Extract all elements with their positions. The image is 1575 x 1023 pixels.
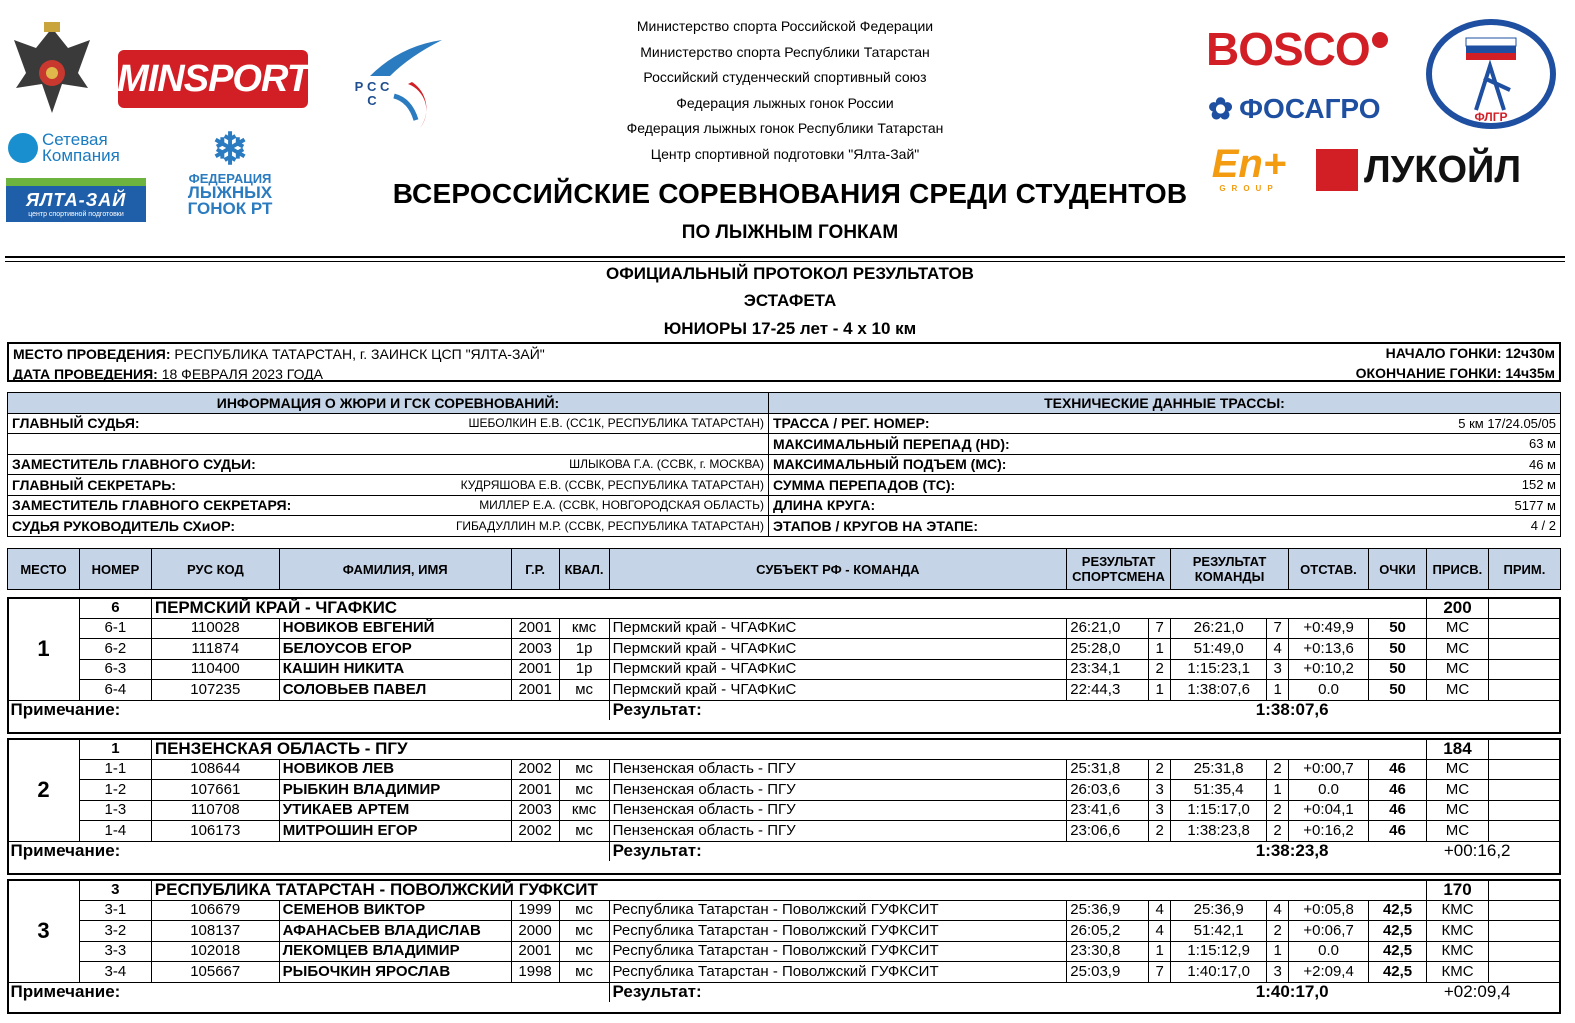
athlete-name: НОВИКОВ ЕВГЕНИЙ bbox=[279, 618, 511, 639]
organizer-5: Федерация лыжных гонок Республики Татарстан bbox=[626, 120, 944, 136]
team-bib: 6 bbox=[79, 598, 151, 619]
note-label: Примечание: bbox=[8, 841, 610, 861]
team-time: 1:15:17,0 bbox=[1171, 800, 1267, 821]
athlete-rank: 2 bbox=[1149, 821, 1171, 842]
athlete-gap: +0:00,7 bbox=[1289, 759, 1369, 780]
team-bib: 3 bbox=[79, 880, 151, 901]
athlete-year: 2001 bbox=[511, 780, 559, 801]
athlete-gap: +0:16,2 bbox=[1289, 821, 1369, 842]
team-gap: +02:09,4 bbox=[1369, 982, 1561, 1002]
team-time: 51:49,0 bbox=[1171, 639, 1267, 660]
athlete-qual: мс bbox=[559, 680, 609, 701]
athlete-year: 2001 bbox=[511, 680, 559, 701]
minsport-logo-text: MINSPORT bbox=[117, 57, 309, 100]
discipline-title: ЭСТАФЕТА bbox=[743, 291, 837, 310]
flg-rt-line2: ЛЫЖНЫХ bbox=[187, 182, 273, 202]
athlete-gap: 0.0 bbox=[1289, 941, 1369, 962]
team-time: 1:15:23,1 bbox=[1171, 659, 1267, 680]
athlete-gap: +0:13,6 bbox=[1289, 639, 1369, 660]
venue-box bbox=[7, 342, 1561, 382]
venue-place bbox=[13, 346, 545, 362]
fosagro-logo-text: ФОСАГРО bbox=[1239, 93, 1381, 124]
col-points: ОЧКИ bbox=[1368, 549, 1426, 590]
athlete-points: 46 bbox=[1369, 800, 1427, 821]
team-rank: 1 bbox=[1267, 941, 1289, 962]
athlete-assigned: МС bbox=[1427, 659, 1489, 680]
category-title: ЮНИОРЫ 17-25 лет - 4 х 10 км bbox=[663, 319, 917, 338]
athlete-rank: 1 bbox=[1149, 680, 1171, 701]
col-name: ФАМИЛИЯ, ИМЯ bbox=[279, 549, 511, 590]
track-label: ТРАССА / РЕГ. НОМЕР: bbox=[768, 413, 1064, 434]
enplus-logo-text: En+ bbox=[1211, 141, 1287, 186]
jury-value: ГИБАДУЛЛИН М.Р. (ССВК, РЕСПУБЛИКА ТАТАРСТАН) bbox=[295, 516, 768, 537]
team-points: 184 bbox=[1426, 739, 1488, 760]
col-res-athlete-2: СПОРТСМЕНА bbox=[1072, 569, 1165, 584]
athlete-number: 1-2 bbox=[79, 780, 151, 801]
venue-place-label: МЕСТО ПРОВЕДЕНИЯ: bbox=[13, 346, 171, 362]
team-rank: 2 bbox=[1267, 800, 1289, 821]
athlete-team: Пермский край - ЧГАФКиС bbox=[609, 659, 1067, 680]
athlete-assigned: МС bbox=[1426, 800, 1488, 821]
athlete-rank: 4 bbox=[1149, 921, 1171, 942]
athlete-points: 50 bbox=[1369, 659, 1427, 680]
header-rule bbox=[5, 256, 1565, 258]
athlete-code: 106173 bbox=[151, 821, 279, 842]
track-header: ТЕХНИЧЕСКИЕ ДАННЫЕ ТРАССЫ: bbox=[768, 393, 1560, 414]
athlete-name: НОВИКОВ ЛЕВ bbox=[279, 759, 511, 780]
athlete-number: 1-1 bbox=[79, 759, 151, 780]
flgr-logo-text: ФЛГР bbox=[1474, 110, 1508, 124]
team-time: 25:31,8 bbox=[1171, 759, 1267, 780]
organizer-2: Министерство спорта Республики Татарстан bbox=[640, 43, 930, 60]
team-result: 1:38:23,8 bbox=[1067, 841, 1369, 861]
athlete-name: СОЛОВЬЕВ ПАВЕЛ bbox=[279, 680, 511, 701]
athlete-rank: 1 bbox=[1149, 639, 1171, 660]
jury-label: ГЛАВНЫЙ СЕКРЕТАРЬ: bbox=[8, 475, 296, 496]
organizer-3: Российский студенческий спортивный союз bbox=[643, 69, 927, 85]
athlete-gap: +0:49,9 bbox=[1289, 618, 1369, 639]
athlete-team: Пензенская область - ПГУ bbox=[609, 800, 1067, 821]
track-label: СУММА ПЕРЕПАДОВ (ТС): bbox=[768, 475, 1064, 496]
athlete-number: 6-3 bbox=[79, 659, 151, 680]
track-value: 46 м bbox=[1064, 454, 1560, 475]
fosagro-logo bbox=[1208, 86, 1420, 132]
athlete-code: 110400 bbox=[151, 659, 279, 680]
athlete-team: Республика Татарстан - Поволжский ГУФКСИТ bbox=[609, 962, 1067, 983]
athlete-rank: 3 bbox=[1149, 800, 1171, 821]
athlete-team: Республика Татарстан - Поволжский ГУФКСИТ bbox=[609, 921, 1067, 942]
track-value: 63 м bbox=[1064, 434, 1560, 455]
col-year: Г.Р. bbox=[511, 549, 559, 590]
athlete-name: БЕЛОУСОВ ЕГОР bbox=[279, 639, 511, 660]
athlete-number: 6-4 bbox=[79, 680, 151, 701]
team-place: 1 bbox=[8, 598, 80, 701]
athlete-time: 25:28,0 bbox=[1067, 639, 1149, 660]
athlete-team: Пермский край - ЧГАФКиС bbox=[609, 639, 1067, 660]
athlete-qual: мс bbox=[559, 900, 609, 921]
result-label: Результат: bbox=[609, 841, 1067, 861]
athlete-rank: 4 bbox=[1149, 900, 1171, 921]
athlete-code: 102018 bbox=[151, 941, 279, 962]
race-finish: ОКОНЧАНИЕ ГОНКИ: 14ч35м bbox=[1355, 365, 1555, 381]
athlete-assigned: МС bbox=[1426, 780, 1488, 801]
team-name: ПЕРМСКИЙ КРАЙ - ЧГАФКИС bbox=[151, 598, 1426, 619]
athlete-year: 2002 bbox=[511, 759, 559, 780]
athlete-qual: мс bbox=[559, 941, 609, 962]
venue-date bbox=[13, 366, 323, 382]
lukoil-logo-text: ЛУКОЙЛ bbox=[1364, 148, 1522, 191]
col-res-team bbox=[1171, 549, 1289, 590]
organizer-1: Министерство спорта Российской Федерации bbox=[636, 18, 934, 34]
athlete-year: 2002 bbox=[511, 821, 559, 842]
team-points: 200 bbox=[1427, 598, 1489, 619]
athlete-assigned: КМС bbox=[1427, 941, 1489, 962]
athlete-points: 50 bbox=[1369, 680, 1427, 701]
track-label: ЭТАПОВ / КРУГОВ НА ЭТАПЕ: bbox=[768, 516, 1064, 537]
jury-value: МИЛЛЕР Е.А. (ССВК, НОВГОРОДСКАЯ ОБЛАСТЬ) bbox=[295, 495, 768, 516]
page-title: ВСЕРОССИЙСКИЕ СОРЕВНОВАНИЯ СРЕДИ СТУДЕНТОВ bbox=[392, 178, 1188, 209]
track-label: МАКСИМАЛЬНЫЙ ПОДЪЕМ (MC): bbox=[768, 454, 1064, 475]
col-assigned: ПРИСВ. bbox=[1426, 549, 1488, 590]
athlete-team: Республика Татарстан - Поволжский ГУФКСИТ bbox=[609, 941, 1067, 962]
jury-value bbox=[295, 434, 768, 455]
note-label: Примечание: bbox=[8, 700, 610, 720]
athlete-points: 46 bbox=[1369, 821, 1427, 842]
athlete-code: 107235 bbox=[151, 680, 279, 701]
jury-label: СУДЬЯ РУКОВОДИТЕЛЬ СХиОР: bbox=[8, 516, 296, 537]
athlete-assigned: КМС bbox=[1427, 921, 1489, 942]
track-value: 4 / 2 bbox=[1064, 516, 1560, 537]
team-rank: 4 bbox=[1267, 900, 1289, 921]
rssc-logo bbox=[350, 36, 450, 136]
col-gap: ОТСТАВ. bbox=[1289, 549, 1369, 590]
col-res-athlete bbox=[1067, 549, 1171, 590]
athlete-qual: мс bbox=[559, 780, 609, 801]
athlete-gap: +0:10,2 bbox=[1289, 659, 1369, 680]
athlete-code: 106679 bbox=[151, 900, 279, 921]
athlete-time: 25:36,9 bbox=[1067, 900, 1149, 921]
athlete-qual: 1р bbox=[559, 659, 609, 680]
athlete-year: 2001 bbox=[511, 941, 559, 962]
yalta-zai-text: ЯЛТА-ЗАЙ bbox=[25, 190, 127, 210]
athlete-points: 46 bbox=[1369, 780, 1427, 801]
athlete-qual: кмс bbox=[559, 800, 609, 821]
team-rank: 3 bbox=[1267, 962, 1289, 983]
athlete-code: 110708 bbox=[151, 800, 279, 821]
athlete-assigned: МС bbox=[1426, 759, 1488, 780]
athlete-team: Пензенская область - ПГУ bbox=[609, 759, 1067, 780]
col-qual: КВАЛ. bbox=[559, 549, 609, 590]
athlete-points: 42,5 bbox=[1369, 921, 1427, 942]
team-block-border bbox=[7, 879, 1561, 1014]
athlete-number: 1-3 bbox=[79, 800, 151, 821]
athlete-name: РЫБОЧКИН ЯРОСЛАВ bbox=[279, 962, 511, 983]
results-header bbox=[7, 548, 1561, 590]
athlete-gap: +0:05,8 bbox=[1289, 900, 1369, 921]
athlete-name: РЫБКИН ВЛАДИМИР bbox=[279, 780, 511, 801]
athlete-team: Пермский край - ЧГАФКиС bbox=[609, 680, 1067, 701]
athlete-team: Пензенская область - ПГУ bbox=[609, 821, 1067, 842]
athlete-team: Пермский край - ЧГАФКиС bbox=[609, 618, 1067, 639]
athlete-name: СЕМЕНОВ ВИКТОР bbox=[279, 900, 511, 921]
athlete-time: 25:31,8 bbox=[1067, 759, 1149, 780]
protocol-title: ОФИЦИАЛЬНЫЙ ПРОТОКОЛ РЕЗУЛЬТАТОВ bbox=[606, 264, 974, 283]
team-time: 1:38:23,8 bbox=[1171, 821, 1267, 842]
athlete-year: 2000 bbox=[511, 921, 559, 942]
team-rank: 2 bbox=[1267, 759, 1289, 780]
team-name: ПЕНЗЕНСКАЯ ОБЛАСТЬ - ПГУ bbox=[151, 739, 1426, 760]
team-points: 170 bbox=[1427, 880, 1489, 901]
organizer-6: Центр спортивной подготовки "Ялта-Зай" bbox=[650, 145, 920, 162]
team-time: 25:36,9 bbox=[1171, 900, 1267, 921]
athlete-number: 3-2 bbox=[79, 921, 151, 942]
col-team: СУБЪЕКТ РФ - КОМАНДА bbox=[609, 549, 1067, 590]
setevaya-kompaniya-logo bbox=[8, 126, 140, 170]
track-value: 152 м bbox=[1064, 475, 1560, 496]
jury-header: ИНФОРМАЦИЯ О ЖЮРИ И ГСК СОРЕВНОВАНИЙ: bbox=[8, 393, 769, 414]
athlete-year: 2001 bbox=[511, 618, 559, 639]
athlete-code: 108137 bbox=[151, 921, 279, 942]
lukoil-icon bbox=[1316, 149, 1358, 191]
rssc-logo-text: Р С С С bbox=[354, 79, 390, 108]
team-time: 1:38:07,6 bbox=[1171, 680, 1267, 701]
team-rank: 3 bbox=[1267, 659, 1289, 680]
athlete-time: 25:03,9 bbox=[1067, 962, 1149, 983]
athlete-number: 6-2 bbox=[79, 639, 151, 660]
athlete-qual: кмс bbox=[559, 618, 609, 639]
track-label: ДЛИНА КРУГА: bbox=[768, 495, 1064, 516]
bosco-logo bbox=[1206, 22, 1412, 76]
athlete-gap: +0:06,7 bbox=[1289, 921, 1369, 942]
col-res-team-1: РЕЗУЛЬТАТ bbox=[1192, 554, 1267, 569]
note-label: Примечание: bbox=[8, 982, 610, 1002]
athlete-assigned: МС bbox=[1426, 821, 1488, 842]
athlete-assigned: КМС bbox=[1427, 900, 1489, 921]
race-start: НАЧАЛО ГОНКИ: 12ч30м bbox=[1385, 345, 1555, 361]
athlete-time: 22:44,3 bbox=[1067, 680, 1149, 701]
result-label: Результат: bbox=[609, 700, 1067, 720]
team-bib: 1 bbox=[79, 739, 151, 760]
organizer-4: Федерация лыжных гонок России bbox=[676, 94, 894, 111]
athlete-time: 23:30,8 bbox=[1067, 941, 1149, 962]
athlete-name: ЛЕКОМЦЕВ ВЛАДИМИР bbox=[279, 941, 511, 962]
yalta-zai-logo bbox=[6, 178, 146, 222]
athlete-team: Республика Татарстан - Поволжский ГУФКСИТ bbox=[609, 900, 1067, 921]
athlete-qual: мс bbox=[559, 821, 609, 842]
athlete-time: 23:34,1 bbox=[1067, 659, 1149, 680]
col-res-athlete-1: РЕЗУЛЬТАТ bbox=[1081, 554, 1156, 569]
setevaya-line2: Компания bbox=[42, 146, 120, 165]
athlete-number: 3-4 bbox=[79, 962, 151, 983]
athlete-year: 2003 bbox=[511, 800, 559, 821]
athlete-qual: мс bbox=[559, 962, 609, 983]
athlete-number: 6-1 bbox=[79, 618, 151, 639]
bosco-logo-text: BOSCO bbox=[1206, 23, 1370, 75]
jury-label bbox=[8, 434, 296, 455]
flg-rt-logo bbox=[168, 122, 292, 222]
athlete-year: 2003 bbox=[511, 639, 559, 660]
athlete-time: 26:03,6 bbox=[1067, 780, 1149, 801]
track-label: МАКСИМАЛЬНЫЙ ПЕРЕПАД (HD): bbox=[768, 434, 1064, 455]
team-time: 51:42,1 bbox=[1171, 921, 1267, 942]
athlete-year: 2001 bbox=[511, 659, 559, 680]
jury-track-table bbox=[7, 392, 1561, 537]
athlete-code: 110028 bbox=[151, 618, 279, 639]
team-rank: 2 bbox=[1267, 821, 1289, 842]
team-gap: +00:16,2 bbox=[1369, 841, 1561, 861]
athlete-name: КАШИН НИКИТА bbox=[279, 659, 511, 680]
athlete-qual: мс bbox=[559, 921, 609, 942]
team-result: 1:40:17,0 bbox=[1067, 982, 1369, 1002]
athlete-rank: 7 bbox=[1149, 618, 1171, 639]
athlete-time: 26:05,2 bbox=[1067, 921, 1149, 942]
athlete-name: УТИКАЕВ АРТЕМ bbox=[279, 800, 511, 821]
athlete-name: МИТРОШИН ЕГОР bbox=[279, 821, 511, 842]
athlete-points: 50 bbox=[1369, 618, 1427, 639]
team-rank: 7 bbox=[1267, 618, 1289, 639]
enplus-group: GROUP bbox=[1219, 183, 1279, 193]
setevaya-line1: Сетевая bbox=[42, 130, 108, 149]
track-value: 5177 м bbox=[1064, 495, 1560, 516]
athlete-gap: +2:09,4 bbox=[1289, 962, 1369, 983]
team-time: 26:21,0 bbox=[1171, 618, 1267, 639]
athlete-rank: 3 bbox=[1149, 780, 1171, 801]
jury-value: ШЕБОЛКИН Е.В. (СС1К, РЕСПУБЛИКА ТАТАРСТАН) bbox=[295, 413, 768, 434]
athlete-year: 1999 bbox=[511, 900, 559, 921]
flower-icon: ✿ bbox=[1208, 92, 1234, 126]
athlete-rank: 7 bbox=[1149, 962, 1171, 983]
athlete-number: 1-4 bbox=[79, 821, 151, 842]
header-rule-thin bbox=[5, 261, 1565, 262]
col-res-team-2: КОМАНДЫ bbox=[1194, 569, 1265, 584]
athlete-gap: 0.0 bbox=[1289, 680, 1369, 701]
athlete-code: 108644 bbox=[151, 759, 279, 780]
athlete-code: 111874 bbox=[151, 639, 279, 660]
athlete-number: 3-1 bbox=[79, 900, 151, 921]
flg-rt-line3: ГОНОК РТ bbox=[187, 198, 273, 218]
athlete-points: 42,5 bbox=[1369, 941, 1427, 962]
page-subtitle: ПО ЛЫЖНЫМ ГОНКАМ bbox=[681, 222, 899, 243]
athlete-assigned: МС bbox=[1427, 680, 1489, 701]
team-time: 51:35,4 bbox=[1171, 780, 1267, 801]
athlete-qual: 1р bbox=[559, 639, 609, 660]
athlete-time: 26:21,0 bbox=[1067, 618, 1149, 639]
athlete-rank: 1 bbox=[1149, 941, 1171, 962]
col-rus-code: РУС КОД bbox=[151, 549, 279, 590]
col-note: ПРИМ. bbox=[1488, 549, 1560, 590]
col-place: МЕСТО bbox=[8, 549, 80, 590]
russia-emblem-logo bbox=[6, 18, 98, 120]
athlete-points: 42,5 bbox=[1369, 900, 1427, 921]
col-number: НОМЕР bbox=[79, 549, 151, 590]
team-rank: 2 bbox=[1267, 921, 1289, 942]
athlete-number: 3-3 bbox=[79, 941, 151, 962]
venue-date-label: ДАТА ПРОВЕДЕНИЯ: bbox=[13, 366, 158, 382]
jury-value: КУДРЯШОВА Е.В. (ССВК, РЕСПУБЛИКА ТАТАРСТАН) bbox=[295, 475, 768, 496]
athlete-rank: 2 bbox=[1149, 759, 1171, 780]
snowflake-icon: ❄ bbox=[211, 124, 249, 174]
athlete-points: 42,5 bbox=[1369, 962, 1427, 983]
venue-date-value: 18 ФЕВРАЛЯ 2023 ГОДА bbox=[161, 366, 323, 382]
athlete-name: АФАНАСЬЕВ ВЛАДИСЛАВ bbox=[279, 921, 511, 942]
team-time: 1:40:17,0 bbox=[1171, 962, 1267, 983]
athlete-points: 50 bbox=[1369, 639, 1427, 660]
jury-label: ЗАМЕСТИТЕЛЬ ГЛАВНОГО СЕКРЕТАРЯ: bbox=[8, 495, 296, 516]
team-time: 1:15:12,9 bbox=[1171, 941, 1267, 962]
athlete-time: 23:41,6 bbox=[1067, 800, 1149, 821]
athlete-assigned: МС bbox=[1427, 639, 1489, 660]
organizers-list bbox=[560, 14, 1010, 167]
team-rank: 1 bbox=[1267, 780, 1289, 801]
flg-rt-line1: ФЕДЕРАЦИЯ bbox=[188, 170, 272, 186]
team-result: 1:38:07,6 bbox=[1067, 700, 1369, 720]
jury-label: ЗАМЕСТИТЕЛЬ ГЛАВНОГО СУДЬИ: bbox=[8, 454, 296, 475]
flgr-logo bbox=[1424, 18, 1558, 130]
team-name: РЕСПУБЛИКА ТАТАРСТАН - ПОВОЛЖСКИЙ ГУФКСИТ bbox=[151, 880, 1426, 901]
team-rank: 4 bbox=[1267, 639, 1289, 660]
venue-place-value: РЕСПУБЛИКА ТАТАРСТАН, г. ЗАИНСК ЦСП "ЯЛТА-ЗАЙ" bbox=[174, 346, 545, 362]
athlete-code: 107661 bbox=[151, 780, 279, 801]
athlete-rank: 2 bbox=[1149, 659, 1171, 680]
track-value: 5 км 17/24.05/05 bbox=[1064, 413, 1560, 434]
result-label: Результат: bbox=[609, 982, 1067, 1002]
athlete-gap: 0.0 bbox=[1289, 780, 1369, 801]
team-rank: 1 bbox=[1267, 680, 1289, 701]
yalta-zai-sub: центр спортивной подготовки bbox=[28, 211, 124, 218]
athlete-year: 1998 bbox=[511, 962, 559, 983]
setevaya-icon bbox=[8, 133, 38, 163]
jury-value: ШЛЫКОВА Г.А. (ССВК, г. МОСКВА) bbox=[295, 454, 768, 475]
team-place: 3 bbox=[8, 880, 80, 983]
team-place: 2 bbox=[8, 739, 80, 842]
minsport-logo bbox=[118, 50, 308, 108]
athlete-time: 23:06,6 bbox=[1067, 821, 1149, 842]
athlete-assigned: МС bbox=[1427, 618, 1489, 639]
jury-label: ГЛАВНЫЙ СУДЬЯ: bbox=[8, 413, 296, 434]
athlete-qual: мс bbox=[559, 759, 609, 780]
apple-icon bbox=[1372, 32, 1388, 48]
team-block-border bbox=[7, 738, 1561, 875]
team-block-border bbox=[7, 597, 1561, 734]
lukoil-logo bbox=[1316, 146, 1556, 194]
athlete-code: 105667 bbox=[151, 962, 279, 983]
athlete-assigned: КМС bbox=[1427, 962, 1489, 983]
athlete-team: Пензенская область - ПГУ bbox=[609, 780, 1067, 801]
athlete-points: 46 bbox=[1369, 759, 1427, 780]
athlete-gap: +0:04,1 bbox=[1289, 800, 1369, 821]
